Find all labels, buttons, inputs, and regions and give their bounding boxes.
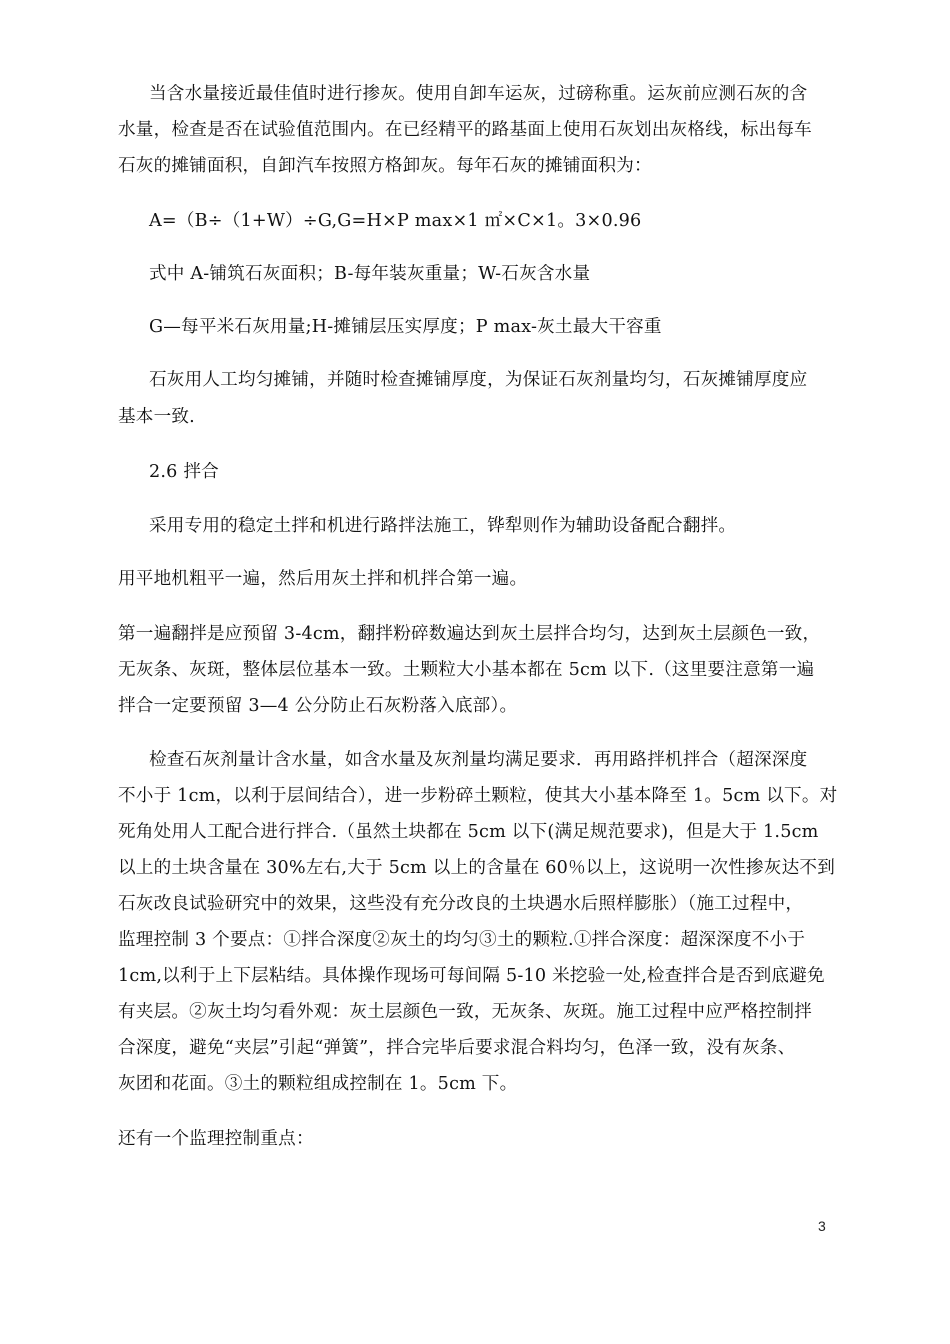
text-line: 检查石灰剂量计含水量，如含水量及灰剂量均满足要求．再用路拌机拌合（超深深度: [149, 750, 808, 770]
text-line: 石灰的摊铺面积，自卸汽车按照方格卸灰。每年石灰的摊铺面积为：: [118, 156, 652, 176]
text-line: 石灰改良试验研究中的效果，这些没有充分改良的土块遇水后照样膨胀）（施工过程中，: [118, 894, 804, 914]
text-line: 式中 A-铺筑石灰面积；B-每年装灰重量；W-石灰含水量: [149, 264, 591, 284]
text-line: 无灰条、灰斑，整体层位基本一致。土颗粒大小基本都在 5cm 以下.（这里要注意第一遍: [118, 660, 815, 680]
text-line: 死角处用人工配合进行拌合.（虽然土块都在 5cm 以下(满足规范要求)，但是大于 1.5cm: [118, 822, 819, 842]
page-number: 3: [818, 1218, 826, 1234]
text-line: 采用专用的稳定土拌和机进行路拌法施工，铧犁则作为辅助设备配合翻拌。: [149, 516, 737, 536]
text-line: 石灰用人工均匀摊铺，并随时检查摊铺厚度，为保证石灰剂量均匀，石灰摊铺厚度应: [149, 370, 808, 390]
text-line: 水量，检查是否在试验值范围内。在已经精平的路基面上使用石灰划出灰格线，标出每车: [118, 120, 812, 140]
text-line: 有夹层。②灰土均匀看外观：灰土层颜色一致，无灰条、灰斑。施工过程中应严格控制拌: [118, 1002, 812, 1022]
text-line: 不小于 1cm，以利于层间结合），进一步粉碎土颗粒，使其大小基本降至 1。5cm 以下。对: [118, 786, 838, 806]
text-line: 拌合一定要预留 3—4 公分防止石灰粉落入底部）。: [118, 696, 518, 716]
section-heading: 2.6 拌合: [149, 462, 219, 482]
text-line: 第一遍翻拌是应预留 3-4cm，翻拌粉碎数遍达到灰土层拌合均匀，达到灰土层颜色一致，: [118, 624, 821, 644]
text-line: 基本一致.: [118, 407, 195, 427]
text-line: 当含水量接近最佳值时进行掺灰。使用自卸车运灰，过磅称重。运灰前应测石灰的含: [149, 84, 808, 104]
text-line: 监理控制 3 个要点：①拌合深度②灰土的均匀③土的颗粒.①拌合深度：超深深度不小于: [118, 930, 806, 950]
text-line: 1cm,以利于上下层粘结。具体操作现场可每间隔 5-10 米挖验一处,检查拌合是否到底避免: [118, 966, 825, 986]
text-line: 合深度，避免“夹层”引起“弹簧”，拌合完毕后要求混合料均匀，色泽一致，没有灰条、: [118, 1038, 796, 1058]
text-line: 以上的土块含量在 30%左右,大于 5cm 以上的含量在 60％以上，这说明一次性掺灰达不到: [118, 858, 835, 878]
text-line: 还有一个监理控制重点：: [118, 1129, 314, 1149]
formula-line: A=（B÷（1+W）÷G,G=H×P max×1 ㎡×C×1。3×0.96: [149, 211, 642, 231]
text-line: 用平地机粗平一遍，然后用灰土拌和机拌合第一遍。: [118, 569, 528, 589]
text-line: G—每平米石灰用量;H-摊铺层压实厚度；P max-灰土最大干容重: [149, 317, 662, 337]
text-line: 灰团和花面。③土的颗粒组成控制在 1。5cm 下。: [118, 1074, 518, 1094]
